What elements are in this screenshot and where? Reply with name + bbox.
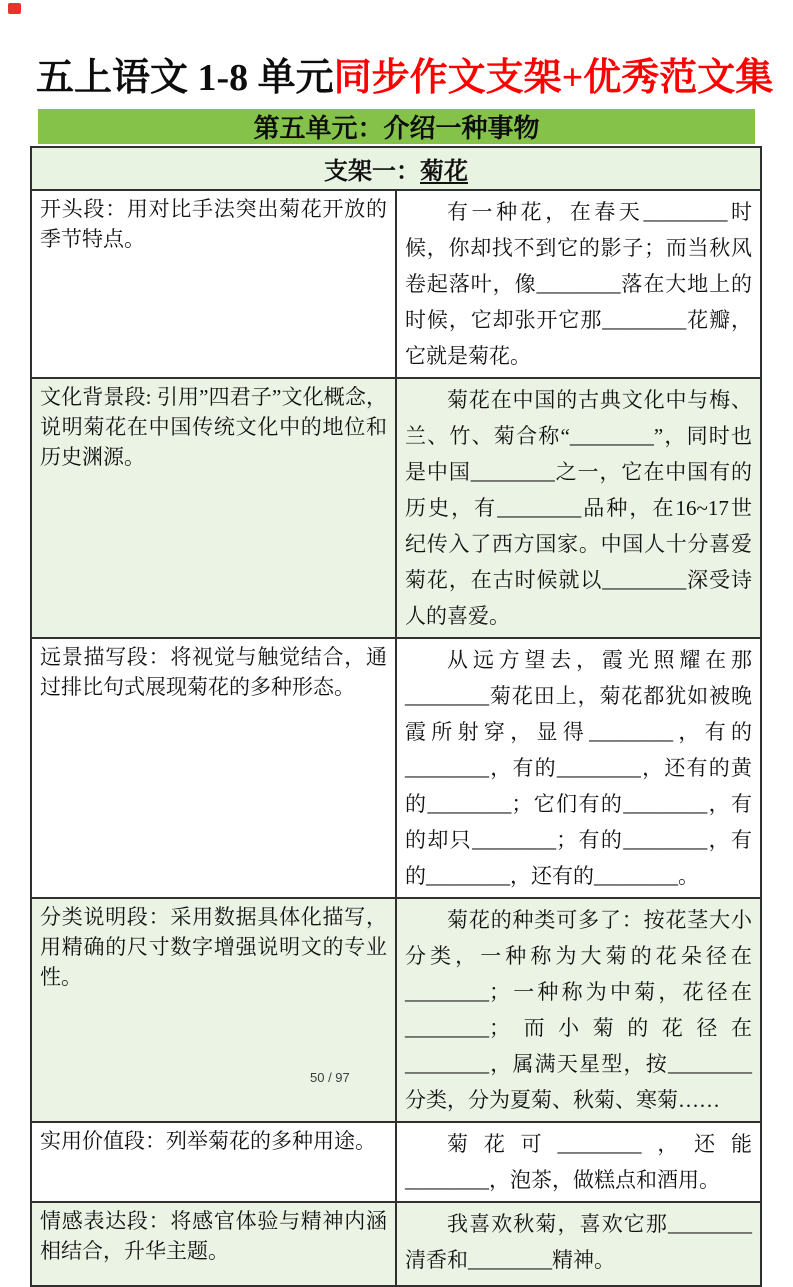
row-content [396,190,761,378]
scaffold-row-distant-view [31,638,761,898]
row-content-text: 菊花的种类可多了：按花茎大小分类，一种称为大菊的花朵径在________；一种称为中菊，花径在________；而小菊的花径在________，属满天星型，按________分类，分为夏菊、秋菊、寒菊…… [405,908,752,1112]
scaffold-header-topic: 菊花 [420,159,468,185]
scaffold-row-culture [31,378,761,638]
row-content-text: 菊花可________，还能________，泡茶，做糕点和酒用。 [405,1132,752,1192]
scaffold-header-prefix: 支架一： [324,159,420,185]
row-content-text: 菊花在中国的古典文化中与梅、兰、竹、菊合称“________”，同时也是中国________之一，它在中国有的历史，有________品种，在16~17世纪传入了西方国家。中国人十分喜爱菊花，在古时候就以________深受诗人的喜爱。 [405,388,752,628]
scaffold-row-emotion [31,1202,761,1286]
scaffold-header-row [31,147,761,190]
row-content-text: 我喜欢秋菊，喜欢它那________清香和________精神。 [405,1212,752,1272]
row-label: 分类说明段：采用数据具体化描写，用精确的尺寸数字增强说明文的专业性。 [31,898,396,1122]
scaffold-row-opening [31,190,761,378]
document-title [36,46,774,101]
row-content [396,378,761,638]
document-title-red: 同步作文支架+优秀范文集 [333,57,774,99]
unit-banner [38,109,755,144]
row-content [396,1202,761,1286]
row-label: 远景描写段：将视觉与触觉结合，通过排比句式展现菊花的多种形态。 [31,638,396,898]
scaffold-row-practical-value [31,1122,761,1202]
row-content [396,898,761,1122]
unit-banner-text: 第五单元：介绍一种事物 [253,114,540,143]
scaffold-row-classification [31,898,761,1122]
corner-red-mark [8,3,21,14]
row-label: 文化背景段: 引用”四君子”文化概念，说明菊花在中国传统文化中的地位和历史渊源。 [31,378,396,638]
page-indicator: 50 / 97 [310,1070,350,1085]
scaffold-header-cell [31,147,761,190]
row-content [396,638,761,898]
row-label: 实用价值段：列举菊花的多种用途。 [31,1122,396,1202]
scaffold-table [30,146,762,1287]
row-content-text: 从远方望去，霞光照耀在那________菊花田上，菊花都犹如被晚霞所射穿，显得________，有的________，有的________，还有的黄的________；它们有的________，有的却只________；有的________，有的________，还有的________。 [405,648,752,888]
row-label: 开头段：用对比手法突出菊花开放的季节特点。 [31,190,396,378]
row-content-text: 有一种花，在春天________时候，你却找不到它的影子；而当秋风卷起落叶，像________落在大地上的时候，它却张开它那________花瓣，它就是菊花。 [405,200,752,368]
row-label: 情感表达段：将感官体验与精神内涵相结合，升华主题。 [31,1202,396,1286]
row-content [396,1122,761,1202]
document-title-black: 五上语文 1-8 单元 [36,57,334,99]
